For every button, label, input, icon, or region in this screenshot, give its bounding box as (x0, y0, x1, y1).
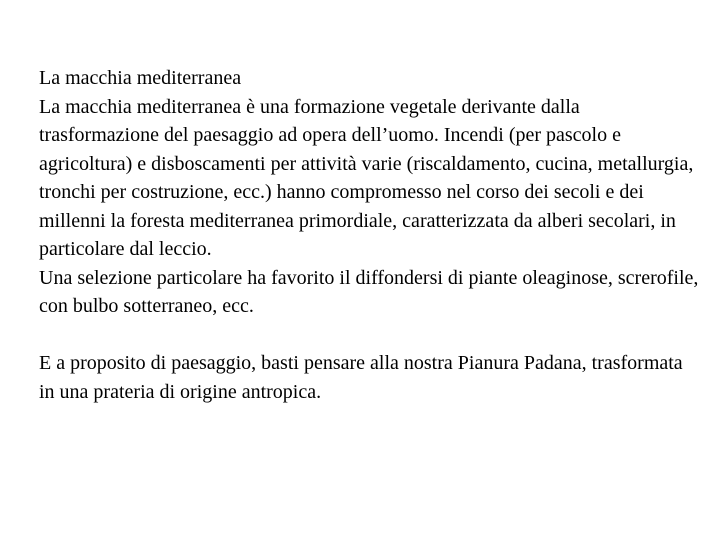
paragraph-intro: La macchia mediterranea è una formazione vegetale derivante dalla trasformazione del paesaggio ad opera dell’uomo. Incendi (per pascolo e agricoltura) e disboscamenti per attività varie (riscaldamento, cucina, metallurgia, tronchi per costruzione, ecc.) hanno compromesso nel corso dei secoli e dei millenni la foresta mediterranea primordiale, caratterizzata da alberi secolari, in particolare dal leccio. (39, 95, 694, 260)
text-block (39, 64, 699, 406)
paragraph-selection: Una selezione particolare ha favorito il diffondersi di piante oleaginose, screrofile, con bulbo sotterraneo, ecc. (39, 266, 699, 317)
paragraph-landscape: E a proposito di paesaggio, basti pensare alla nostra Pianura Padana, trasformata in una prateria di origine antropica. (39, 352, 683, 403)
paragraph-spacer (39, 321, 699, 350)
document-title: La macchia mediterranea (39, 67, 242, 89)
